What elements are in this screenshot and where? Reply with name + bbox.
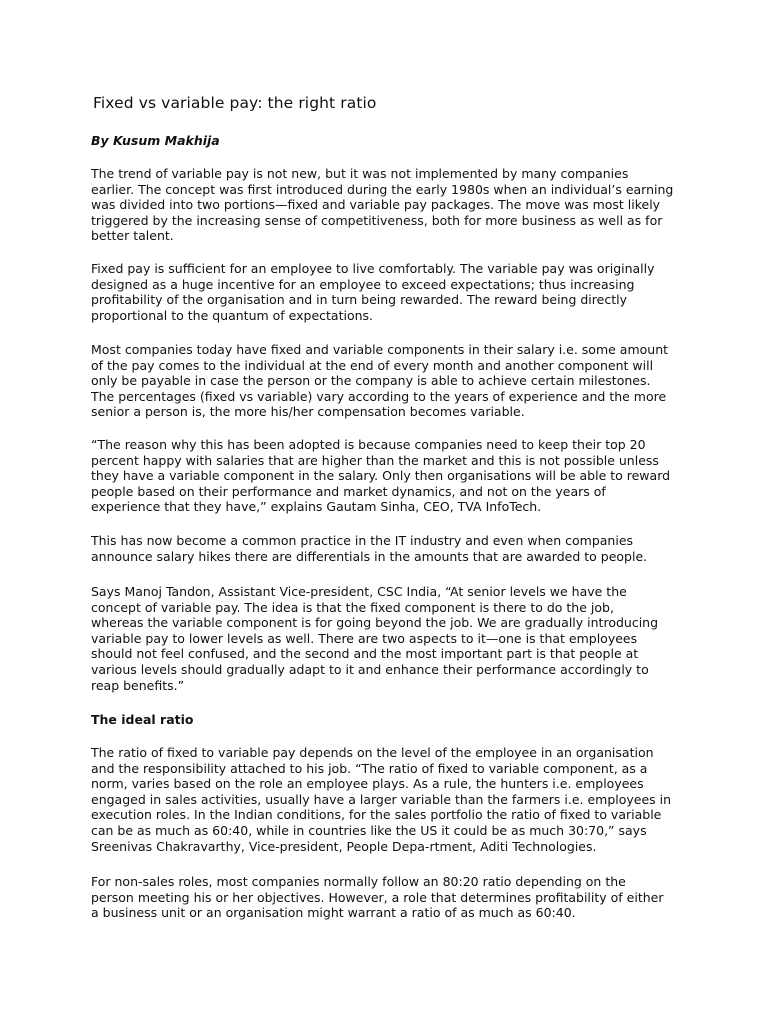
paragraph-line: norm, varies based on the role an employee plays. As a rule, the hunters i.e. employees (91, 776, 644, 792)
paragraph-line: of the pay comes to the individual at the end of every month and another component will (91, 357, 654, 373)
paragraph-2 (91, 261, 655, 323)
paragraph-line: This has now become a common practice in the IT industry and even when companies (91, 533, 634, 548)
paragraph-5 (91, 533, 647, 564)
paragraph-line: “The reason why this has been adopted is because companies need to keep their top 20 (91, 437, 646, 452)
paragraph-line: percent happy with salaries that are higher than the market and this is not possible unless (91, 452, 659, 468)
paragraph-line: Sreenivas Chakravarthy, Vice-president, People Depa-rtment, Aditi Technologies. (91, 838, 597, 854)
paragraph-line: proportional to the quantum of expectations. (91, 307, 374, 323)
paragraph-4 (91, 437, 670, 515)
paragraph-line: only be payable in case the person or the company is able to achieve certain milestones. (91, 373, 651, 389)
paragraph-line: people based on their performance and market dynamics, and not on the years of (91, 483, 606, 499)
paragraph-line: person meeting his or her objectives. However, a role that determines profitability of either (91, 889, 664, 905)
article-byline: By Kusum Makhija (91, 133, 220, 148)
paragraph-line: announce salary hikes there are differentials in the amounts that are awarded to people. (91, 548, 648, 564)
paragraph-line: was divided into two portions—fixed and variable pay packages. The move was most likely (91, 197, 661, 213)
paragraph-line: better talent. (91, 228, 174, 244)
paragraph-line: and the responsibility attached to his job. “The ratio of fixed to variable component, as a (91, 760, 648, 776)
paragraph-line: whereas the variable component is for going beyond the job. We are gradually introducing (91, 615, 659, 631)
paragraph-3 (91, 342, 668, 420)
paragraph-line: they have a variable component in the salary. Only then organisations will be able to reward (91, 468, 671, 484)
paragraph-1 (91, 166, 673, 244)
paragraph-line: Says Manoj Tandon, Assistant Vice-president, CSC India, “At senior levels we have the (91, 584, 627, 599)
section-paragraph-1 (91, 745, 671, 854)
paragraph-line: triggered by the increasing sense of competitiveness, both for more business as well as for (91, 212, 663, 228)
paragraph-line: For non-sales roles, most companies normally follow an 80:20 ratio depending on the (91, 874, 626, 889)
paragraph-line: engaged in sales activities, usually have a larger variable than the farmers i.e. employees in (91, 791, 672, 807)
paragraph-line: The ratio of fixed to variable pay depends on the level of the employee in an organisation (91, 745, 654, 760)
section-paragraph-2 (91, 874, 664, 921)
paragraph-line: Most companies today have fixed and variable components in their salary i.e. some amount (91, 342, 669, 357)
paragraph-line: earlier. The concept was first introduced during the early 1980s when an individual’s earning (91, 181, 674, 197)
paragraph-6 (91, 584, 658, 693)
paragraph-line: The percentages (fixed vs variable) vary according to the years of experience and the more (91, 388, 667, 404)
paragraph-line: should not feel confused, and the second and the most important part is that people at (91, 646, 639, 662)
paragraph-line: concept of variable pay. The idea is that the fixed component is there to do the job, (91, 599, 614, 615)
paragraph-line: experience that they have,” explains Gautam Sinha, CEO, TVA InfoTech. (91, 499, 542, 515)
article-title: Fixed vs variable pay: the right ratio (93, 94, 377, 112)
paragraph-line: profitability of the organisation and in turn being rewarded. The reward being directly (91, 292, 627, 308)
paragraph-line: senior a person is, the more his/her compensation becomes variable. (91, 404, 525, 420)
paragraph-line: can be as much as 60:40, while in countries like the US it could be as much 30:70,” says (91, 822, 647, 838)
paragraph-line: execution roles. In the Indian conditions, for the sales portfolio the ratio of fixed to variable (91, 807, 662, 823)
paragraph-line: designed as a huge incentive for an employee to exceed expectations; thus increasing (91, 276, 635, 292)
section-heading: The ideal ratio (91, 712, 194, 727)
paragraph-line: reap benefits.” (91, 677, 185, 693)
paragraph-line: variable pay to lower levels as well. There are two aspects to it—one is that employees (91, 630, 638, 646)
paragraph-line: a business unit or an organisation might warrant a ratio of as much as 60:40. (91, 905, 576, 921)
paragraph-line: various levels should gradually adapt to it and enhance their performance accordingly to (91, 661, 649, 677)
paragraph-line: Fixed pay is sufficient for an employee to live comfortably. The variable pay was originally (91, 261, 655, 276)
paragraph-line: The trend of variable pay is not new, but it was not implemented by many companies (91, 166, 629, 181)
